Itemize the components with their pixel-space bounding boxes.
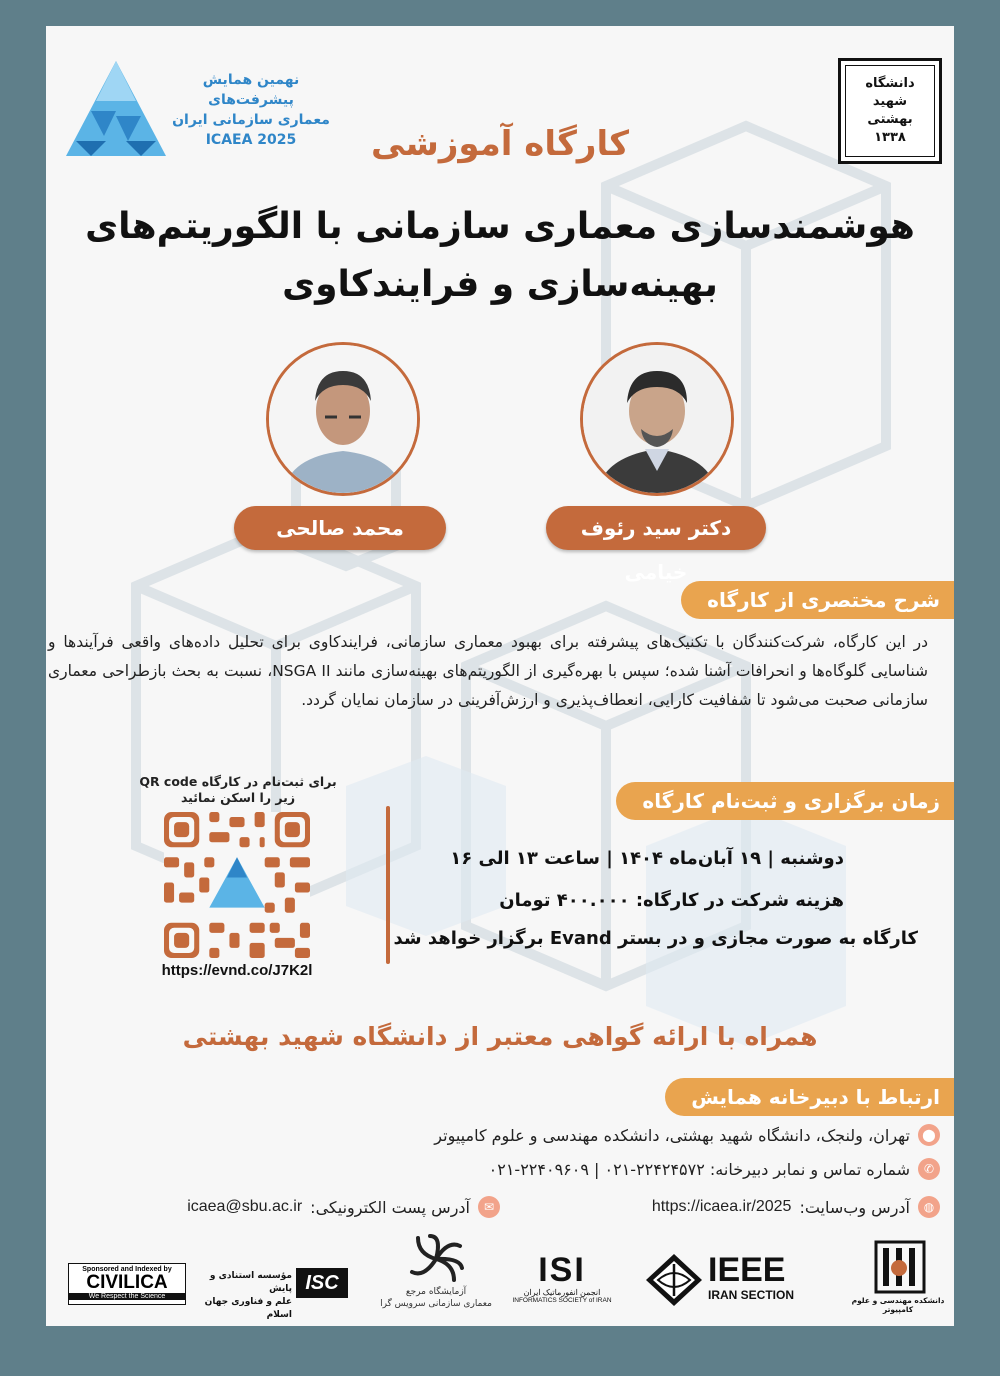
contact-heading: ارتباط با دبیرخانه همایش <box>665 1078 954 1116</box>
address-text: تهران، ولنجک، دانشگاه شهید بهشتی، دانشکده مهندسی و علوم کامپیوتر <box>434 1125 910 1145</box>
website-label: آدرس وب‌سایت: <box>799 1197 910 1217</box>
email-icon: ✉ <box>478 1196 500 1218</box>
isi-mark: ISI <box>538 1251 586 1289</box>
schedule-heading: زمان برگزاری و ثبت‌نام کارگاه <box>616 782 954 820</box>
contact-email <box>187 1196 500 1218</box>
isc-text <box>196 1270 292 1322</box>
speaker-photo-salehi <box>266 342 420 496</box>
speaker-name-pill-1: دکتر سید رئوف خیامی <box>546 506 766 550</box>
globe-icon: ◍ <box>918 1196 940 1218</box>
description-heading: شرح مختصری از کارگاه <box>681 581 954 619</box>
civilica-top-text: Sponsored and Indexed by <box>82 1266 172 1273</box>
faculty-logo-text: دانشکده مهندسی و علوم کامپیوتر <box>851 1296 945 1314</box>
qr-caption <box>138 774 338 806</box>
civilica-logo <box>68 1263 186 1305</box>
reference-lab-text <box>368 1286 504 1310</box>
faculty-logo-icon <box>874 1240 926 1294</box>
avatar-icon <box>583 345 731 493</box>
workshop-kicker: کارگاه آموزشی <box>371 124 629 164</box>
reference-lab-swirl-icon <box>408 1234 464 1284</box>
ieee-logo <box>708 1252 824 1302</box>
lab-text-line1: آزمایشگاه مرجع <box>405 1287 467 1297</box>
description-text: در این کارگاه، شرکت‌کنندگان با تکنیک‌های پیشرفته برای بهبود معماری سازمانی، فرایندکاوی برای تحلیل داده‌های واقعی فرآیندها و شناسایی گلوگاه‌ها و انحرافات آشنا شده؛ سپس با بهره‌گیری از الگوریتم‌های بهینه‌سازی مانند NSGA II، نسبت به بحث بازطراحی معماری سازمانی صحبت می‌شود تا شفافیت کارایی، انعطاف‌پذیری و ارزش‌آفرینی در سازمان نمایان گردد. <box>48 633 928 709</box>
isc-text-line2: علم و فناوری جهان اسلام <box>204 1297 292 1320</box>
location-pin-icon: ⬤ <box>918 1124 940 1146</box>
seal-text: دانشگاه شهید بهشتی ۱۳۳۸ <box>845 65 935 157</box>
qr-caption-line2: زیر را اسکن نمائید <box>180 790 296 805</box>
ieee-name: IEEE <box>708 1251 786 1289</box>
isi-text-fa: انجمن انفورماتیک ایران <box>523 1288 601 1297</box>
contact-website <box>652 1196 940 1218</box>
vertical-divider <box>386 806 390 964</box>
lab-text-line2: معماری سازمانی سرویس گرا <box>380 1299 492 1309</box>
workshop-title-line1: هوشمندسازی معماری سازمانی با الگوریتم‌های <box>85 206 915 247</box>
phone-text: شماره تماس و نمابر دبیرخانه: ۲۲۴۲۴۵۷۲-۰۲۱ | ۲۲۴۰۹۶۰۹-۰۲۱ <box>488 1159 910 1179</box>
avatar-icon <box>269 345 417 493</box>
ieee-diamond-icon <box>644 1252 704 1308</box>
schedule-date: دوشنبه | ۱۹ آبان‌ماه ۱۴۰۴ | ساعت ۱۳ الی ۱۶ <box>450 848 844 869</box>
conference-logo-line2: معماری سازمانی ایران <box>172 112 330 128</box>
website-link[interactable]: https://icaea.ir/2025 <box>651 1198 792 1215</box>
ieee-section: IRAN SECTION <box>708 1288 795 1302</box>
civilica-name: CIVILICA <box>86 1272 168 1293</box>
poster <box>46 26 954 1326</box>
speaker-photo-khayami <box>580 342 734 496</box>
qr-caption-line1: برای ثبت‌نام در کارگاه QR code <box>139 774 337 789</box>
conference-logo-line1: نهمین همایش پیشرفت‌های <box>202 72 300 108</box>
email-label: آدرس پست الکترونیکی: <box>310 1197 470 1217</box>
isi-logo <box>510 1252 614 1304</box>
isc-text-line1: مؤسسه استنادی و پایش <box>209 1271 292 1294</box>
isi-text-en: INFORMATICS SOCIETY of IRAN <box>512 1297 612 1304</box>
isc-logo: ISC <box>296 1268 348 1298</box>
contact-address <box>434 1124 940 1146</box>
schedule-platform: کارگاه به صورت مجازی و در بستر Evand برگزار خواهد شد <box>393 928 918 949</box>
qr-code-icon[interactable] <box>164 812 310 958</box>
civilica-tagline: We Respect the Science <box>69 1293 185 1300</box>
conference-logo-line3: ICAEA 2025 <box>205 132 297 148</box>
speaker-name-pill-2: محمد صالحی <box>234 506 446 550</box>
certificate-notice: همراه با ارائه گواهی معتبر از دانشگاه شهید بهشتی <box>182 1022 818 1051</box>
workshop-title-line2: بهینه‌سازی و فرایندکاوی <box>282 264 718 305</box>
schedule-fee: هزینه شرکت در کارگاه: ۴۰۰.۰۰۰ تومان <box>499 890 844 911</box>
qr-registration-link[interactable]: https://evnd.co/J7K2l <box>161 962 313 979</box>
phone-icon: ✆ <box>918 1158 940 1180</box>
email-link[interactable]: icaea@sbu.ac.ir <box>187 1198 303 1215</box>
contact-phone <box>489 1158 940 1180</box>
